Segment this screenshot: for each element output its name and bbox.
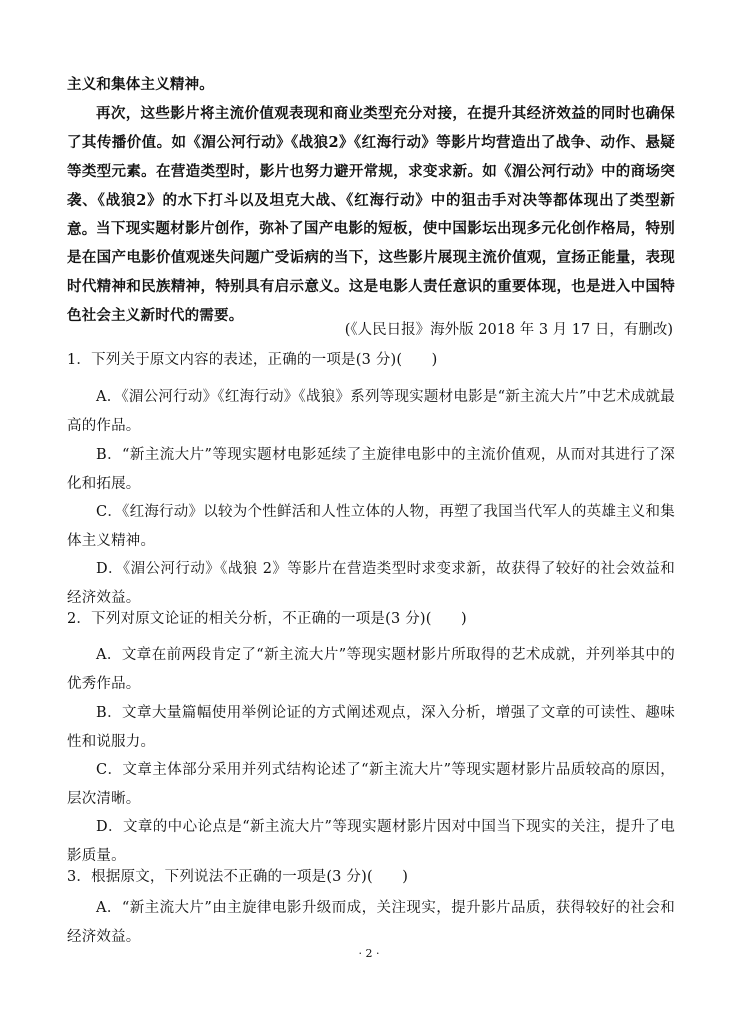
question-1-option-d: D．《湄公河行动》《战狼 2》等影片在营造类型时求变求新，故获得了较好的社会效益和经济效益。 bbox=[67, 561, 675, 606]
question-1-option-c: C．《红海行动》以较为个性鲜活和人性立体的人物，再塑了我国当代军人的英雄主义和集体主义精神。 bbox=[67, 504, 675, 549]
paragraph-continuation: 主义和集体主义精神。 bbox=[67, 76, 214, 93]
question-3-option-a: A．“新主流大片”由主旋律电影升级而成，关注现实，提升影片品质，获得较好的社会和经济效益。 bbox=[67, 900, 675, 945]
paragraph-conclusion: 当下现实题材影片创作，弥补了国产电影的短板，使中国影坛出现多元化创作格局，特别是在国产电影价值观迷失问题广受诟病的当下，这些影片展现主流价值观，宣扬正能量，表现时代精神和民族精神，特别具有启示意义。这是电影人责任意识的重要体现，也是进入中国特色社会主义新时代的需要。 bbox=[67, 220, 675, 324]
question-3-stem: 3．根据原文，下列说法不正确的一项是(3 分)( ) bbox=[67, 869, 409, 885]
page-number: · 2 · bbox=[358, 947, 380, 960]
question-2-option-c: C．文章主体部分采用并列式结构论述了“新主流大片”等现实题材影片品质较高的原因，层次清晰。 bbox=[67, 762, 675, 807]
question-1-stem: 1．下列关于原文内容的表述，正确的一项是(3 分)( ) bbox=[67, 352, 438, 368]
question-2-option-b: B．文章大量篇幅使用举例论证的方式阐述观点，深入分析，增强了文章的可读性、趣味性和说服力。 bbox=[67, 705, 675, 750]
question-2-option-d: D．文章的中心论点是“新主流大片”等现实题材影片因对中国当下现实的关注，提升了电影质量。 bbox=[67, 819, 675, 864]
question-1-option-b: B．“新主流大片”等现实题材电影延续了主旋律电影中的主流价值观，从而对其进行了深化和拓展。 bbox=[67, 447, 675, 492]
paragraph-genre: 再次，这些影片将主流价值观表现和商业类型充分对接，在提升其经济效益的同时也确保了其传播价值。如《湄公河行动》《战狼2》《红海行动》等影片均营造出了战争、动作、悬疑等类型元素。在营造类型时，影片也努力避开常规，求变求新。如《湄公河行动》中的商场突袭、《战狼2》的水下打斗以及坦克大战、《红海行动》中的狙击手对决等都体现出了类型新意。 bbox=[67, 105, 675, 238]
question-2-stem: 2．下列对原文论证的相关分析，不正确的一项是(3 分)( ) bbox=[67, 611, 467, 627]
source-citation: (《人民日报》海外版 2018 年 3 月 17 日，有删改) bbox=[344, 322, 673, 338]
question-2-option-a: A．文章在前两段肯定了“新主流大片”等现实题材影片所取得的艺术成就，并列举其中的优秀作品。 bbox=[67, 647, 675, 692]
question-1-option-a: A．《湄公河行动》《红海行动》《战狼》系列等现实题材电影是“新主流大片”中艺术成就最高的作品。 bbox=[67, 389, 675, 434]
